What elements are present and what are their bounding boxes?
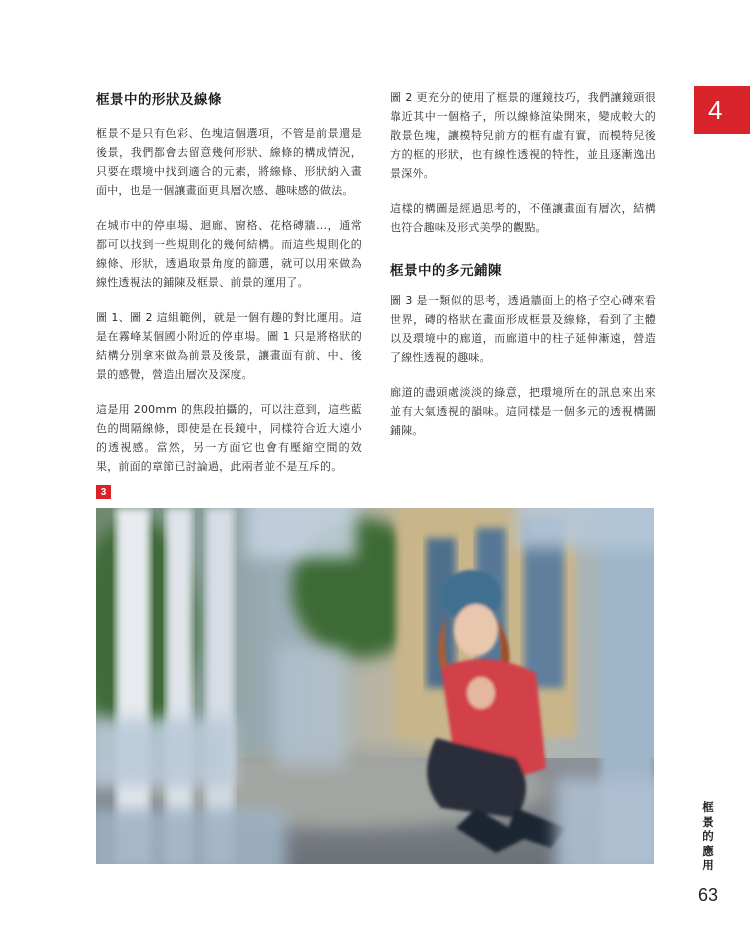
figure-label: 3 [96,485,111,499]
paragraph: 廊道的盡頭處淡淡的綠意，把環境所在的訊息來出來並有大氣透視的韻味。這同樣是一個多元的透視構圖鋪陳。 [390,386,656,437]
paragraph: 圖 3 是一類似的思考，透過牆面上的格子空心磚來看世界，磚的格狀在畫面形成框景及線條，看到了主體以及環境中的廊道，而廊道中的柱子延伸漸遠，營造了線性透視的趣味。 [390,294,656,364]
paragraph: 框景不是只有色彩、色塊這個選項，不管是前景還是後景，我們都會去留意幾何形狀、線條的構成情況，只要在環境中找到適合的元素，將線條、形狀納入畫面中，也是一個讓畫面更具層次感、趣味感的做法。 [96,127,362,197]
paragraph: 這樣的構圖是經過思考的，不僅讓畫面有層次，結構也符合趣味及形式美學的觀點。 [390,202,656,234]
section-heading-shapes-lines: 框景中的形狀及線條 [96,92,222,108]
left-column [96,88,362,492]
paragraph: 圖 2 更充分的使用了框景的運鏡技巧，我們讓鏡頭很靠近其中一個格子，所以線條渲染開來，變成較大的散景色塊，讓模特兒前方的框有虛有實，而模特兒後方的框的形狀，也有線性透視的特性，並且逐漸逸出景深外。 [390,91,656,180]
figure-photo [96,508,654,864]
section-heading-diverse-layout: 框景中的多元鋪陳 [390,263,502,279]
chapter-number-tab: 4 [694,86,750,134]
photo-illustration [96,508,654,864]
right-column [390,88,656,456]
side-chapter-title: 框景的應用 [702,800,714,872]
paragraph: 圖 1、圖 2 這組範例，就是一個有趣的對比運用。這是在霧峰某個國小附近的停車場。圖 1 只是將格狀的結構分別拿來做為前景及後景，讓畫面有前、中、後景的感覺，營造出層次及深度。 [96,311,362,381]
page-number: 63 [698,885,719,905]
paragraph: 這是用 200mm 的焦段拍攝的，可以注意到，這些藍色的間隔線條，即使是在長鏡中，同樣符合近大遠小的透視感。當然，另一方面它也會有壓縮空間的效果，前面的章節已討論過，此兩者並不是互斥的。 [96,403,362,473]
paragraph: 在城市中的停車場、迴廊、窗格、花格磚牆…，通常都可以找到一些規則化的幾何結構。而這些規則化的線條、形狀，透過取景角度的篩選，就可以用來做為線性透視法的鋪陳及框景、前景的運用了。 [96,219,362,289]
